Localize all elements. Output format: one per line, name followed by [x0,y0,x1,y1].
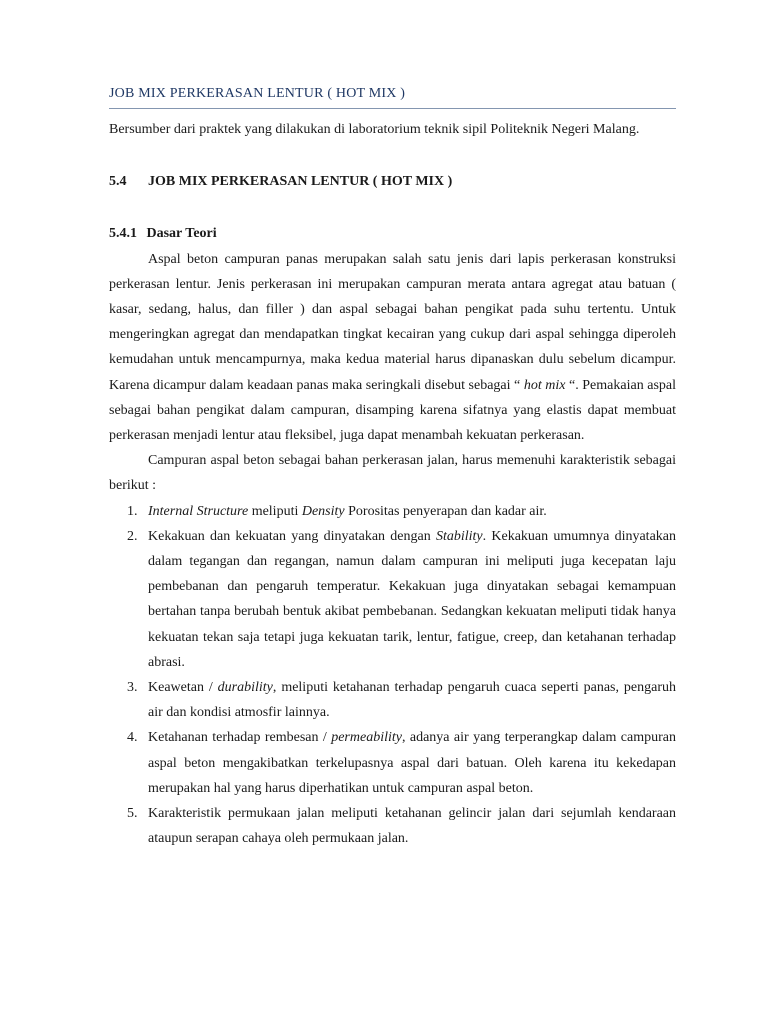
list-item-term: permeability [331,730,402,746]
characteristics-list [109,499,676,852]
list-item-text: , adanya air yang terperangkap dalam campuran aspal beton mengakibatkan terkelupasnya aspal dari batuan. Oleh karena itu kekedapan merupakan hal yang harus diperhatikan untuk campuran aspal beton. [148,730,676,796]
document-body [109,117,676,851]
list-item-number: 1. [127,503,138,519]
list-item [109,801,676,851]
list-item-number: 3. [127,680,138,696]
list-item-number: 5. [127,806,138,822]
intro-paragraph: Bersumber dari praktek yang dilakukan di laboratorium teknik sipil Politeknik Negeri Malang. [109,122,640,137]
subsection-number: 5.4.1 [109,226,137,242]
paragraph-characteristics: Campuran aspal beton sebagai bahan perkerasan jalan, harus memenuhi karakteristik sebagai berikut : [109,453,676,494]
list-item [109,524,676,675]
header-rule [109,108,676,109]
list-item-text: Porositas penyerapan dan kadar air. [344,503,547,519]
list-item-term: durability [217,680,273,696]
list-item-text: , meliputi ketahanan terhadap pengaruh cuaca seperti panas, pengaruh air dan kondisi atmosfir lainnya. [148,680,676,721]
list-item [109,675,676,725]
section-title: JOB MIX PERKERASAN LENTUR ( HOT MIX ) [148,174,453,190]
list-item-text: Karakteristik permukaan jalan meliputi ketahanan gelincir jalan dari sejumlah kendaraan ataupun serapan cahaya oleh permukaan jalan. [148,806,676,847]
list-item-text: Kekakuan dan kekuatan yang dinyatakan dengan [148,528,436,544]
list-item [109,725,676,801]
paragraph-theory-text-1: Aspal beton campuran panas merupakan salah satu jenis dari lapis perkerasan konstruksi perkerasan lentur. Jenis perkerasan ini merupakan campuran merata antara agregat atau batuan ( kasar, sedang, halus, dan filler ) dan aspal sebagai bahan pengikat pada suhu tertentu. Untuk mengeringkan agregat dan mendapatkan tingkat kecairan yang cukup dari aspal sehingga diperoleh kemudahan untuk mencampurnya, maka kedua material harus dipanaskan dulu sebelum dicampur. Karena dicampur dalam keadaan panas maka seringkali disebut sebagai “ [109,251,676,393]
subsection-title: Dasar Teori [146,226,217,242]
subsection-heading [109,221,676,246]
list-item-term: Stability [435,528,483,544]
list-item-text: meliputi [248,503,302,519]
list-item-text: Keawetan / [148,680,218,696]
section-heading [109,169,676,194]
list-item [109,499,676,524]
list-item-text: . Kekakuan umumnya dinyatakan dalam tegangan dan regangan, namun dalam campuran ini meliputi juga kecepatan laju pembebanan dan pengaruh temperatur. Kekakuan juga dinyatakan sebagai kemampuan bertahan tanpa berubah bentuk akibat pembebanan. Sedangkan kekuatan meliputi tidak hanya kekuatan tekan saja tetapi juga kekuatan tarik, lentur, fatigue, creep, dan ketahanan terhadap abrasi. [148,528,677,670]
list-item-term: Internal Structure [148,503,249,519]
list-item-text: Ketahanan terhadap rembesan / [148,730,332,746]
hot-mix-term: hot mix [523,377,566,393]
paragraph-theory [109,247,676,449]
list-item-number: 4. [127,730,138,746]
header-title: JOB MIX PERKERASAN LENTUR ( HOT MIX ) [109,86,406,101]
paragraph-theory-text-2: “. Pemakaian aspal sebagai bahan pengikat dalam campuran, disamping karena sifatnya yang elastis dapat membuat perkerasan menjadi lentur atau fleksibel, juga dapat menambah kekuatan perkerasan. [109,377,676,444]
section-number: 5.4 [109,174,127,190]
list-item-term: Density [301,503,345,519]
list-item-number: 2. [127,528,138,544]
